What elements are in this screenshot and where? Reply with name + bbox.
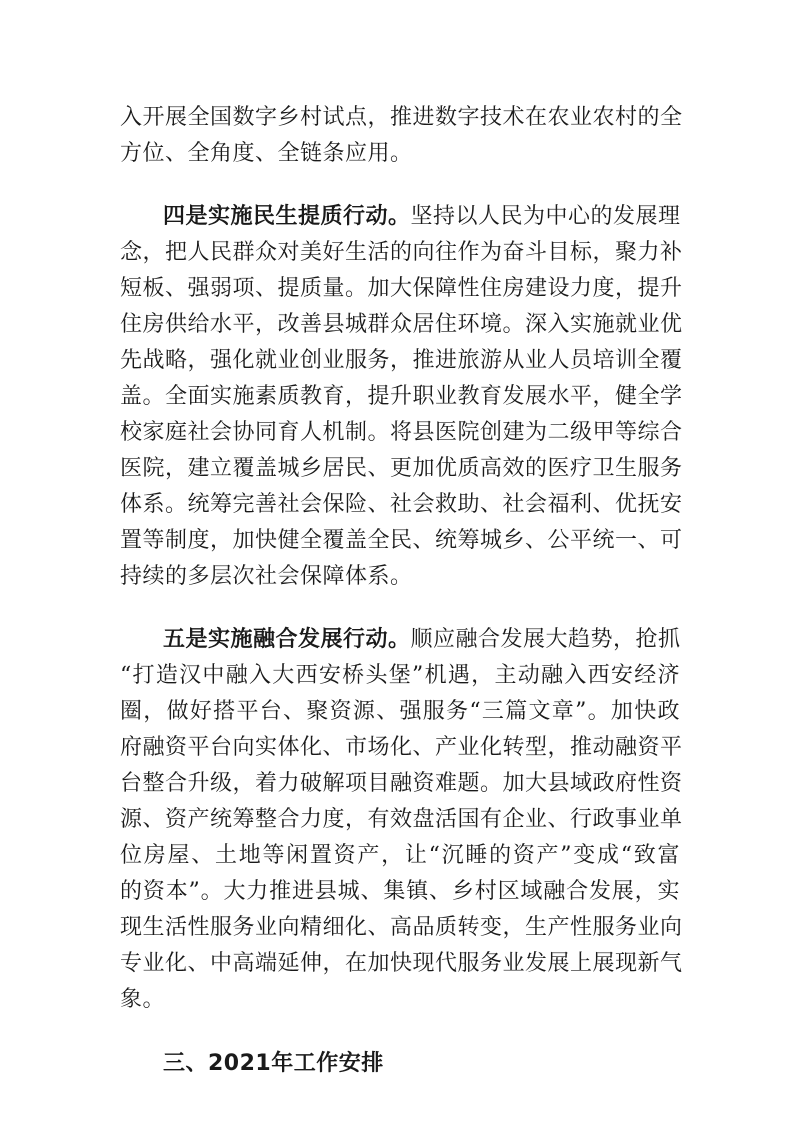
paragraph-2-line-5: 先战略，强化就业创业服务，推进旅游从业人员培训全覆 xyxy=(120,348,683,373)
paragraph-3-first-line-text: 顺应融合发展大趋势，抢抓 xyxy=(410,627,681,652)
section-heading: 三、2021年工作安排 xyxy=(163,1051,384,1076)
paragraph-2-line-11: 持续的多层次社会保障体系。 xyxy=(120,564,413,589)
paragraph-3-line-7: 位房屋、土地等闲置资产，让“沉睡的资产”变成“致富 xyxy=(120,843,680,868)
paragraph-3-line-11: 象。 xyxy=(120,987,166,1012)
paragraph-3-line-2: “打造汉中融入大西安桥头堡”机遇，主动融入西安经济 xyxy=(120,663,680,688)
paragraph-1-line-2: 方位、全角度、全链条应用。 xyxy=(120,141,413,166)
paragraph-2-line-2: 念，把人民群众对美好生活的向往作为奋斗目标，聚力补 xyxy=(120,240,683,265)
paragraph-3-line-1 xyxy=(163,623,680,657)
paragraph-2-line-6: 盖。全面实施素质教育，提升职业教育发展水平，健全学 xyxy=(120,384,683,409)
paragraph-3-line-5: 台整合升级，着力破解项目融资难题。加大县域政府性资 xyxy=(120,771,683,796)
paragraph-3-line-4: 府融资平台向实体化、市场化、产业化转型，推动融资平 xyxy=(120,735,683,760)
paragraph-3-lead: 五是实施融合发展行动。 xyxy=(163,627,411,652)
paragraph-2-lead: 四是实施民生提质行动。 xyxy=(163,204,411,229)
paragraph-2-line-9: 体系。统筹完善社会保险、社会救助、社会福利、优抚安 xyxy=(120,492,683,517)
paragraph-3-line-6: 源、资产统筹整合力度，有效盘活国有企业、行政事业单 xyxy=(120,807,683,832)
paragraph-2-line-10: 置等制度，加快健全覆盖全民、统筹城乡、公平统一、可 xyxy=(120,528,683,553)
paragraph-1-line-1: 入开展全国数字乡村试点，推进数字技术在农业农村的全 xyxy=(120,105,683,130)
paragraph-3-line-10: 专业化、中高端延伸，在加快现代服务业发展上展现新气 xyxy=(120,951,683,976)
paragraph-2-line-1 xyxy=(163,200,680,234)
paragraph-3-line-9: 现生活性服务业向精细化、高品质转变，生产性服务业向 xyxy=(120,915,683,940)
paragraph-2-line-4: 住房供给水平，改善县城群众居住环境。深入实施就业优 xyxy=(120,312,683,337)
paragraph-2-line-8: 医院，建立覆盖城乡居民、更加优质高效的医疗卫生服务 xyxy=(120,456,683,481)
paragraph-3-line-3: 圈，做好搭平台、聚资源、强服务“三篇文章”。加快政 xyxy=(120,699,680,724)
paragraph-2-line-7: 校家庭社会协同育人机制。将县医院创建为二级甲等综合 xyxy=(120,420,683,445)
paragraph-3-line-8: 的资本”。大力推进县城、集镇、乡村区域融合发展，实 xyxy=(120,879,680,904)
paragraph-2-first-line-text: 坚持以人民为中心的发展理 xyxy=(410,204,681,229)
paragraph-2-line-3: 短板、强弱项、提质量。加大保障性住房建设力度，提升 xyxy=(120,276,683,301)
